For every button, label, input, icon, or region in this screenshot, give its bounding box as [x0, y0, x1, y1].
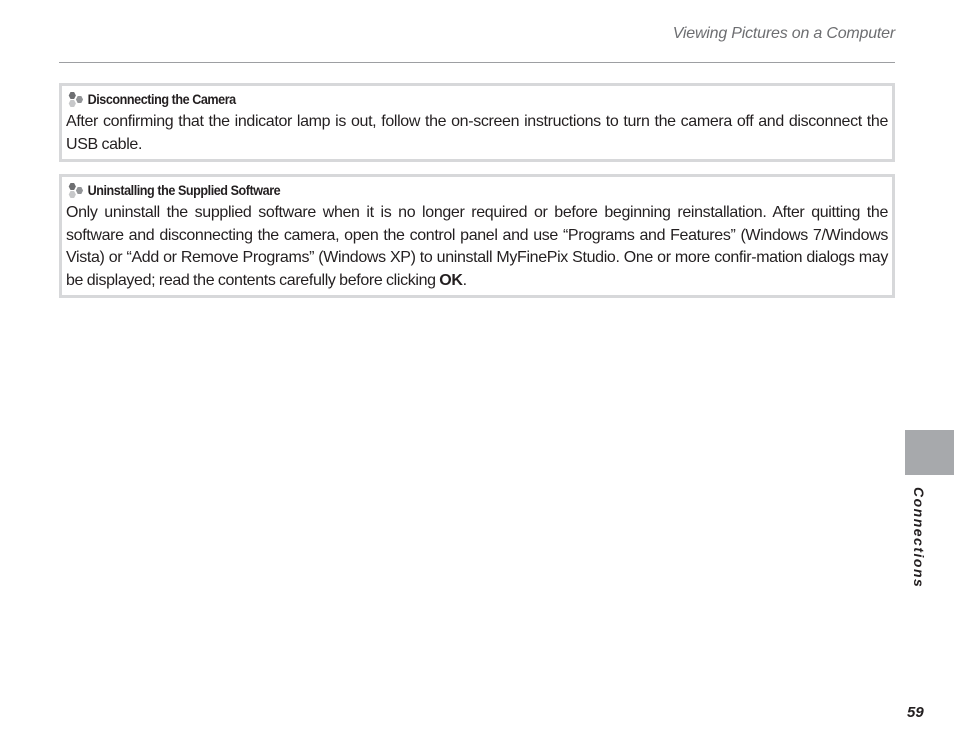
note-uninstalling-software	[59, 174, 895, 298]
note-title	[66, 182, 806, 199]
note-disconnecting-camera	[59, 83, 895, 162]
header-rule	[59, 62, 895, 63]
note-body-text: Only uninstall the supplied software when it is no longer required or before beginning reinstallation. After quitting the software and disconnecting the camera, open the control panel and use “Programs and Features” (Windows 7/Windows Vista) or “Add or Remove Programs” (Windows XP) to uninstall MyFinePix Studio. One or more confir-mation dialogs may be displayed; read the contents carefully before clicking	[66, 204, 888, 289]
note-body-end: .	[462, 271, 467, 289]
running-header: Viewing Pictures on a Computer	[672, 25, 895, 42]
note-title-text: Disconnecting the Camera	[87, 91, 236, 107]
note-hexagon-icon	[66, 182, 86, 199]
chapter-label: Connections	[911, 487, 927, 589]
note-body: After confirming that the indicator lamp is out, follow the on-screen instructions to turn the camera off and disconnect the USB cable.	[66, 113, 888, 153]
ok-button-reference: OK	[439, 271, 463, 289]
chapter-side-tab	[905, 430, 954, 475]
note-title-text: Uninstalling the Supplied Software	[87, 182, 281, 198]
note-title	[66, 91, 806, 108]
note-hexagon-icon	[66, 91, 86, 108]
note-body	[66, 202, 888, 292]
page-number: 59	[907, 704, 924, 721]
